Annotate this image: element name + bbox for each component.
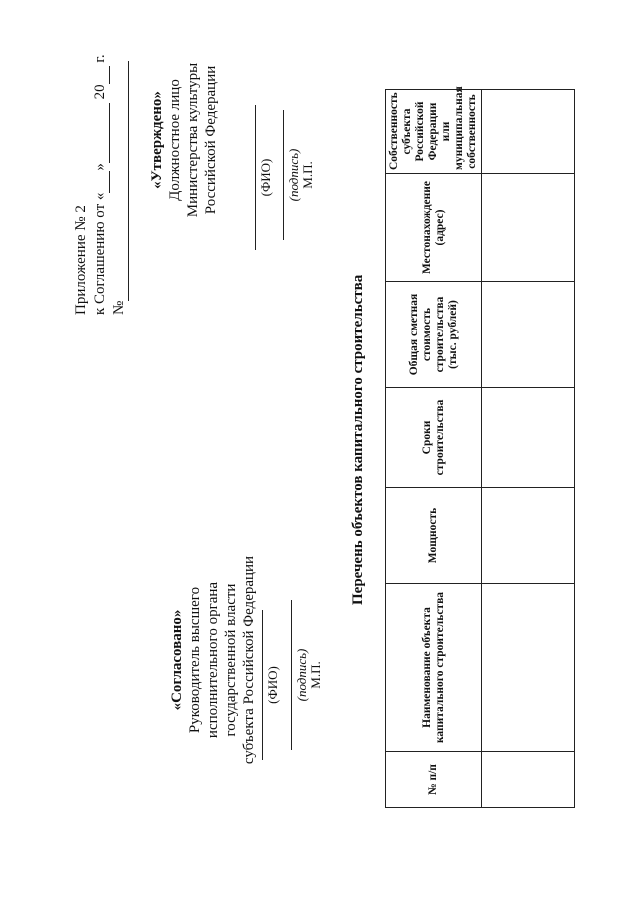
header-total-cost: Общая сметная стоимость строительства (тыс. рублей) <box>386 282 482 388</box>
table-cell <box>482 388 575 488</box>
agreed-heading: «Согласовано» <box>169 609 185 711</box>
number-blank <box>114 61 129 301</box>
agreed-signature-caption: (подпись) <box>294 648 309 702</box>
header-construction-period: Сроки строительства <box>386 388 482 488</box>
approved-signature-caption: (подпись) <box>286 148 301 202</box>
header-object-name: Наименование объекта капитального строительства <box>386 584 482 752</box>
table-cell <box>482 282 575 388</box>
header-number: № п/п <box>386 752 482 808</box>
table-header-row <box>386 90 482 808</box>
table-cell <box>482 174 575 282</box>
header-location: Местонахождение (адрес) <box>386 174 482 282</box>
table-cell <box>482 752 575 808</box>
approved-block: «Утверждено» Должностное лицо Министерства культуры Российской Федерации <box>148 40 220 240</box>
agreed-block: «Согласовано» Руководитель высшего исполнительного органа государственной власти субъекта Российской Федерации <box>168 535 258 785</box>
table-row <box>482 90 575 808</box>
approved-heading: «Утверждено» <box>149 91 165 189</box>
objects-table <box>385 86 575 808</box>
approved-fio-line <box>255 105 256 250</box>
appendix-block <box>72 15 129 315</box>
header-ownership: Собственность субъекта Российской Федерации или муниципальная собственность <box>386 90 482 174</box>
agreement-number: № <box>110 15 129 315</box>
approved-stamp: М.П. <box>300 161 315 189</box>
approved-signature-line <box>283 110 284 240</box>
agreement-reference: к Соглашению от «» 20 г. <box>92 54 108 315</box>
agreed-stamp: М.П. <box>308 661 323 689</box>
year-blank <box>95 66 110 84</box>
table-cell <box>482 584 575 752</box>
agreed-signature-line <box>291 600 292 750</box>
document-title: Перечень объектов капитального строительства <box>350 274 366 605</box>
month-blank <box>95 103 110 163</box>
day-blank <box>95 171 110 193</box>
header-capacity: Мощность <box>386 488 482 584</box>
table-cell <box>482 488 575 584</box>
agreed-fio-caption: (ФИО) <box>265 666 280 704</box>
appendix-number: Приложение № 2 <box>73 205 89 315</box>
agreed-fio-line <box>262 610 263 760</box>
table-cell <box>482 90 575 174</box>
approved-fio-caption: (ФИО) <box>258 158 273 197</box>
